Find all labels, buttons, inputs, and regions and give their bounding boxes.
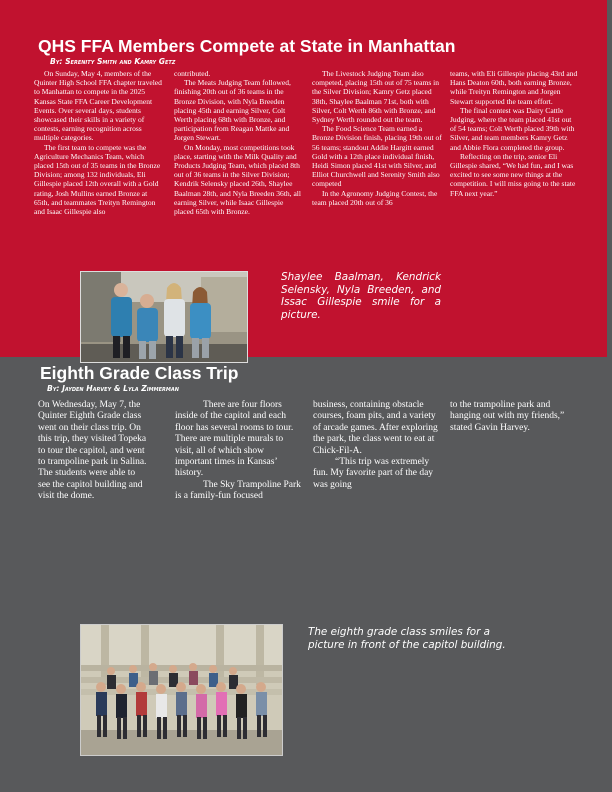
trip-column-1 <box>38 400 148 503</box>
trip-paragraph: to the trampoline park and hanging out with my friends,” stated Gavin Harvey. <box>450 400 565 433</box>
trip-paragraph: “This trip was extremely fun. My favorite part of the day was going <box>313 457 434 490</box>
trip-paragraph: On Wednesday, May 7, the Quinter Eighth Grade class went on their class trip. On this trip, they visited Topeka to tour the capitol, and went to trampoline park in Salina. The students were able to see the capitol building and visit the dome. <box>38 400 147 502</box>
ffa-column-2 <box>174 69 304 216</box>
ffa-paragraph: The Livestock Judging Team also competed, placing 15th out of 75 teams in the Silver Division; Kamry Getz placed 38th, Shaylee Baalman 71st, both with Silver, Colt Werth 86th with Bronze, and Sydney Werth rounded out the team. <box>312 69 440 125</box>
trip-column-2 <box>175 400 303 503</box>
class-photo <box>80 624 283 756</box>
ffa-column-4 <box>450 69 578 198</box>
trip-column-4 <box>450 400 574 434</box>
trip-headline: Eighth Grade Class Trip <box>40 363 239 383</box>
ffa-paragraph: The Meats Judging Team followed, finishing 20th out of 36 teams in the Bronze Division, with Nyla Breeden placing 45th and earning Silver, Colt Werth placing 68th with Bronze, and participation from Reagan Mattke and Jorgen Stewart. <box>174 78 291 143</box>
ffa-paragraph: The Food Science Team earned a Bronze Division finish, placing 19th out of 56 teams; standout Addie Hargitt earned Gold with a 12th place individual finish, Heidi Simon placed 41st with Silver, and Elliot Churchwell and Serenity Smith also competed <box>312 124 442 189</box>
trip-paragraph: business, containing obstacle courses, foam pits, and a variety of arcade games. After exploring the park, the class went to eat at Chick-Fil-A. <box>313 400 438 456</box>
ffa-paragraph: Reflecting on the trip, senior Eli Gillespie shared, “We had fun, and I was excited to see some new things at the competition. I will miss going to the state FFA next year.” <box>450 151 576 198</box>
trip-paragraph: There are four floors inside of the capitol and each floor has several rooms to tour. There are multiple murals to visit, all of which show important times in Kansas’ history. <box>175 400 294 479</box>
ffa-paragraph: On Sunday, May 4, members of the Quinter High School FFA chapter traveled to Manhattan to compete in the 2025 Kansas State FFA Career Development Events. Over several days, students showcased their skills in a variety of contests, earning recognition across multiple categories. <box>34 69 162 143</box>
ffa-students-photo-image <box>81 272 247 362</box>
class-photo-image <box>81 625 282 755</box>
ffa-photo-caption: Shaylee Baalman, Kendrick Selensky, Nyla Breeden, and Issac Gillespie smile for a picture. <box>281 271 441 321</box>
trip-byline: By: Jayden Harvey & Lyla Zimmerman <box>47 384 179 393</box>
class-photo-caption: The eighth grade class smiles for a picture in front of the capitol building. <box>308 626 506 651</box>
ffa-headline: QHS FFA Members Compete at State in Manhattan <box>38 36 456 56</box>
ffa-byline: By: Serenity Smith and Kamry Getz <box>50 57 176 66</box>
ffa-paragraph: The first team to compete was the Agriculture Mechanics Team, which placed 15th out of 35 teams in the Bronze Division; among 132 individuals, Eli Gillespie placed 12th overall with a Gold rating, Josh Mullins earned Bronze at 65th, and teammates Treityn Remington and Isaac Gillespie also <box>34 142 161 217</box>
ffa-paragraph: On Monday, most competitions took place, starting with the Milk Quality and Products Judging Team, which placed 8th out of 36 teams in the Silver Division; Kendrik Selensky placed 26th, Shaylee Baalman 28th, and Nyla Breeden 36th, all earning Silver, while Isaac Gillespie placed 65th with Bronze. <box>174 142 302 217</box>
trip-column-3 <box>313 400 441 491</box>
ffa-column-1 <box>34 69 164 216</box>
ffa-paragraph: teams, with Eli Gillespie placing 43rd and Hans Deaton 60th, both earning Bronze, while Treityn Remington and Jorgen Stewart supported the team effort. <box>450 69 578 106</box>
ffa-column-3 <box>312 69 442 207</box>
ffa-paragraph: contributed. <box>174 69 211 78</box>
ffa-paragraph: The final contest was Dairy Cattle Judging, where the team placed 41st out of 54 teams; Colt Werth placed 39th with Silver, and team members Kamry Getz and Abbie Flora completed the group. <box>450 105 575 152</box>
ffa-students-photo <box>80 271 248 363</box>
trip-paragraph: The Sky Trampoline Park is a family-fun focused <box>175 479 301 502</box>
ffa-paragraph: In the Agronomy Judging Contest, the team placed 20th out of 36 <box>312 188 438 207</box>
